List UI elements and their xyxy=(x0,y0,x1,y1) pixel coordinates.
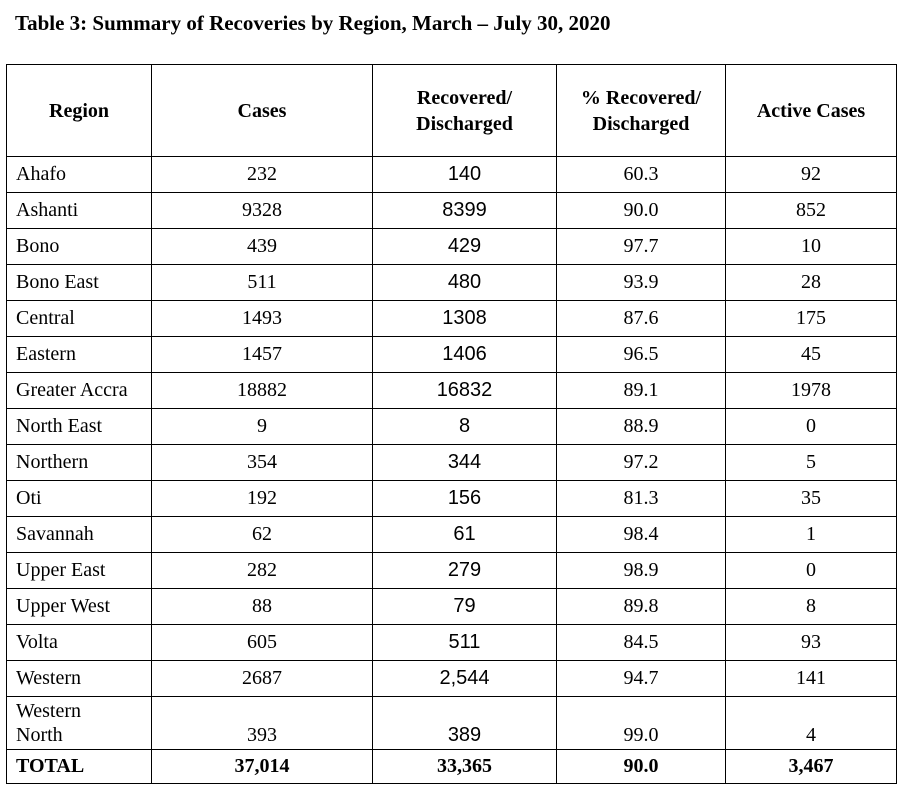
cases-cell: 1457 xyxy=(152,337,373,373)
active-cell: 141 xyxy=(726,661,897,697)
active-cell: 45 xyxy=(726,337,897,373)
total-pct: 90.0 xyxy=(557,750,726,784)
table-row xyxy=(7,553,897,589)
recovered-cell: 389 xyxy=(373,697,557,750)
recovered-cell: 16832 xyxy=(373,373,557,409)
pct-cell: 90.0 xyxy=(557,193,726,229)
pct-cell: 99.0 xyxy=(557,697,726,750)
recovered-cell: 1308 xyxy=(373,301,557,337)
recovered-cell: 480 xyxy=(373,265,557,301)
table-row xyxy=(7,193,897,229)
cases-cell: 232 xyxy=(152,157,373,193)
header-row xyxy=(7,65,897,157)
region-cell: Western xyxy=(7,661,152,697)
total-cases: 37,014 xyxy=(152,750,373,784)
cases-cell: 1493 xyxy=(152,301,373,337)
table-row xyxy=(7,697,897,750)
active-cell: 1 xyxy=(726,517,897,553)
region-cell: Upper East xyxy=(7,553,152,589)
header-pct-recovered xyxy=(557,65,726,157)
region-line1: Western xyxy=(16,700,82,722)
recovered-cell: 8 xyxy=(373,409,557,445)
recovered-cell: 279 xyxy=(373,553,557,589)
region-cell: North East xyxy=(7,409,152,445)
recovered-cell: 140 xyxy=(373,157,557,193)
table-row xyxy=(7,229,897,265)
region-cell: Oti xyxy=(7,481,152,517)
header-recovered-line1: Recovered/ xyxy=(416,86,513,109)
active-cell: 852 xyxy=(726,193,897,229)
recovered-cell: 79 xyxy=(373,589,557,625)
pct-cell: 88.9 xyxy=(557,409,726,445)
region-line2: North xyxy=(16,724,63,746)
active-cell: 93 xyxy=(726,625,897,661)
table-row xyxy=(7,661,897,697)
cases-cell: 9 xyxy=(152,409,373,445)
pct-cell: 98.4 xyxy=(557,517,726,553)
cases-cell: 605 xyxy=(152,625,373,661)
pct-cell: 96.5 xyxy=(557,337,726,373)
header-pct-line1: % Recovered/ xyxy=(580,86,702,109)
cases-cell: 282 xyxy=(152,553,373,589)
recovered-cell: 429 xyxy=(373,229,557,265)
table-row xyxy=(7,157,897,193)
recovered-cell: 2,544 xyxy=(373,661,557,697)
table-row xyxy=(7,625,897,661)
table-row xyxy=(7,445,897,481)
table-title: Table 3: Summary of Recoveries by Region, March – July 30, 2020 xyxy=(15,11,611,35)
pct-cell: 84.5 xyxy=(557,625,726,661)
table-row xyxy=(7,409,897,445)
cases-cell: 88 xyxy=(152,589,373,625)
header-recovered-line2: Discharged xyxy=(416,112,513,135)
active-cell: 8 xyxy=(726,589,897,625)
pct-cell: 89.1 xyxy=(557,373,726,409)
active-cell: 28 xyxy=(726,265,897,301)
header-pct-line2: Discharged xyxy=(592,112,690,135)
region-cell: Eastern xyxy=(7,337,152,373)
header-active: Active Cases xyxy=(726,65,897,157)
cases-cell: 192 xyxy=(152,481,373,517)
pct-cell: 89.8 xyxy=(557,589,726,625)
active-cell: 92 xyxy=(726,157,897,193)
region-cell: Volta xyxy=(7,625,152,661)
pct-cell: 60.3 xyxy=(557,157,726,193)
header-recovered xyxy=(373,65,557,157)
pct-cell: 87.6 xyxy=(557,301,726,337)
pct-cell: 97.7 xyxy=(557,229,726,265)
pct-cell: 93.9 xyxy=(557,265,726,301)
active-cell: 10 xyxy=(726,229,897,265)
table-row xyxy=(7,589,897,625)
active-cell: 0 xyxy=(726,409,897,445)
total-row xyxy=(7,750,897,784)
cases-cell: 2687 xyxy=(152,661,373,697)
recovered-cell: 344 xyxy=(373,445,557,481)
cases-cell: 511 xyxy=(152,265,373,301)
total-recovered: 33,365 xyxy=(373,750,557,784)
cases-cell: 354 xyxy=(152,445,373,481)
table-row xyxy=(7,481,897,517)
cases-cell: 393 xyxy=(152,697,373,750)
region-cell: Northern xyxy=(7,445,152,481)
total-active: 3,467 xyxy=(726,750,897,784)
total-label: TOTAL xyxy=(7,750,152,784)
recovered-cell: 61 xyxy=(373,517,557,553)
region-cell xyxy=(7,697,152,750)
region-cell: Greater Accra xyxy=(7,373,152,409)
pct-cell: 81.3 xyxy=(557,481,726,517)
pct-cell: 94.7 xyxy=(557,661,726,697)
header-cases: Cases xyxy=(152,65,373,157)
cases-cell: 62 xyxy=(152,517,373,553)
table-row xyxy=(7,373,897,409)
recovered-cell: 511 xyxy=(373,625,557,661)
region-cell: Upper West xyxy=(7,589,152,625)
region-cell: Ashanti xyxy=(7,193,152,229)
recovered-cell: 1406 xyxy=(373,337,557,373)
recovered-cell: 156 xyxy=(373,481,557,517)
table-row xyxy=(7,265,897,301)
active-cell: 35 xyxy=(726,481,897,517)
region-cell: Central xyxy=(7,301,152,337)
table-row xyxy=(7,337,897,373)
recovered-cell: 8399 xyxy=(373,193,557,229)
table-row xyxy=(7,517,897,553)
cases-cell: 9328 xyxy=(152,193,373,229)
active-cell: 1978 xyxy=(726,373,897,409)
active-cell: 175 xyxy=(726,301,897,337)
region-cell: Ahafo xyxy=(7,157,152,193)
active-cell: 0 xyxy=(726,553,897,589)
header-region: Region xyxy=(7,65,152,157)
pct-cell: 97.2 xyxy=(557,445,726,481)
pct-cell: 98.9 xyxy=(557,553,726,589)
recoveries-table xyxy=(6,64,897,784)
region-cell: Bono East xyxy=(7,265,152,301)
cases-cell: 439 xyxy=(152,229,373,265)
cases-cell: 18882 xyxy=(152,373,373,409)
region-cell: Bono xyxy=(7,229,152,265)
active-cell: 5 xyxy=(726,445,897,481)
region-cell: Savannah xyxy=(7,517,152,553)
active-cell: 4 xyxy=(726,697,897,750)
table-row xyxy=(7,301,897,337)
